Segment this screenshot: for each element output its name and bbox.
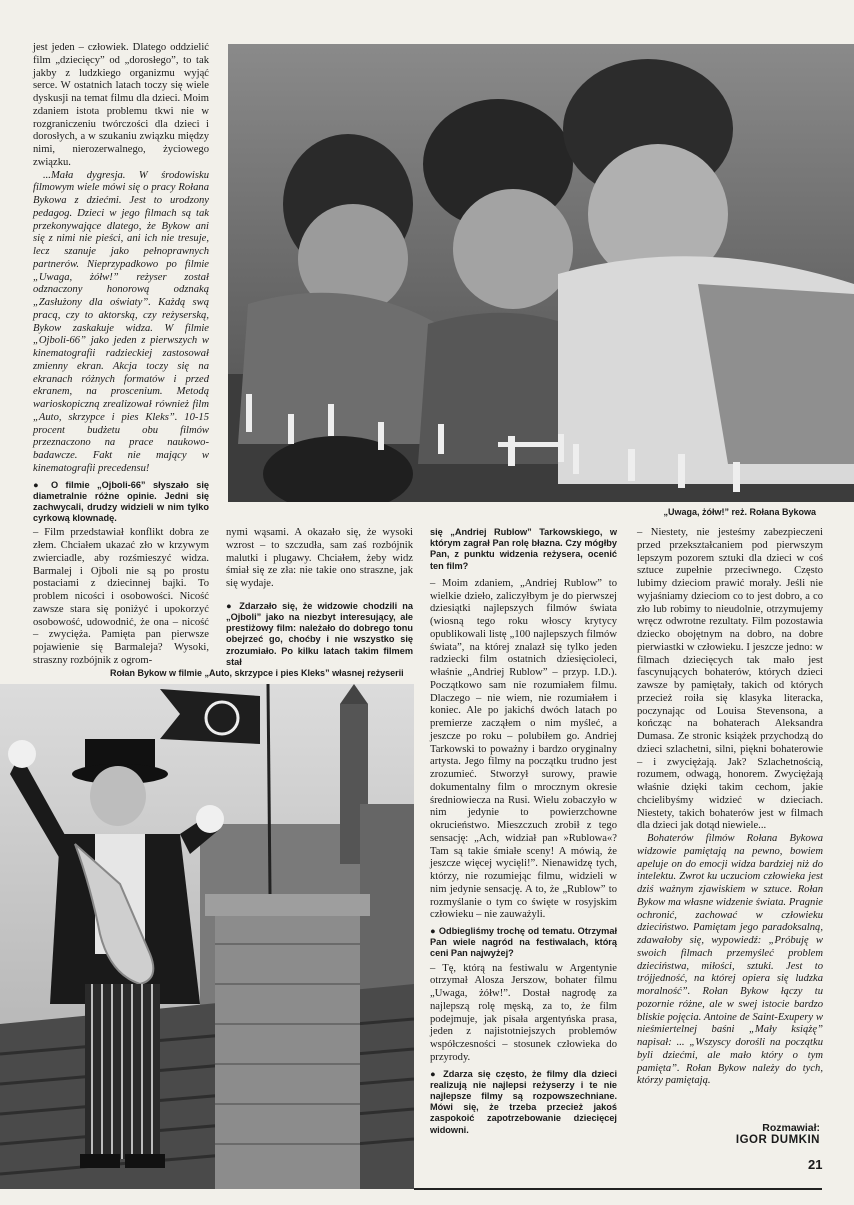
photo-bykow-rooftop-image: [0, 684, 414, 1189]
byline: [736, 1122, 820, 1146]
paragraph: – Moim zdaniem, „Andriej Rublow” to wielkie dzieło, zaliczyłbym je do pierwszej dziesiątki najlepszych filmów świata (wiosną tego roku włoscy krytycy opublikowali listę „100 najlepszych filmów świata”, na której znalazł się tylko jeden radziecki film ostatnich dziesięcioleci, właśnie „Andriej Rublow” – przyp. I.D.). Początkowo sam nie rozumiałem filmu. Dlaczego – nie wiem, nie rozumiałem i koniec. Ale po jakichś dwóch latach po premierze zacząłem o nim myśleć, a jeszcze po roku – polubiłem go. Andriej Tarkowski to poważny i bardzo oryginalny artysta. Jego filmy na początku trudno jest zrozumieć. Stworzył surowy, prawie dokumentalny film o mrocznym okresie średniowiecza na Rusi. Wielu zobaczyło w nim jedynie to powierzchowne okrucieństwo. Mieszczuch zrobił z tego sensację: „Ach, widział pan »Rublowa«? Tam są takie śmiałe sceny! A mówią, że jeszcze więcej wycięli!”. Nienawidzę tych, którzy, nie rozumiejąc filmu, widzieli w nim jedynie sensację. A to, że „Rublow” to rozmyślanie o tym co święte w rosyjskim człowieku – nie zauważyli.: [430, 577, 617, 921]
byline-author: IGOR DUMKIN: [735, 1134, 820, 1146]
paragraph: nymi wąsami. A okazało się, że wysoki wzrost – to szczudła, sam zaś rozbójnik malutki i plugawy. Chciałem, żeby widz śmiał się ze zła: nie takie ono straszne, jak się wydaje.: [226, 527, 413, 589]
interview-question: ● Odbiegliśmy trochę od tematu. Otrzymał Pan wiele nagród na festiwalach, którą ceni Pan najwyżej?: [430, 926, 617, 959]
photo-children-turtle: [228, 44, 854, 502]
photo-bykow-rooftop: [0, 684, 414, 1189]
interview-question: ● O filmie „Ojboli-66” słyszało się diametralnie różne opinie. Jedni się zachwycali, drudzy widzieli w nim tylko cyrkową klownadę.: [33, 479, 209, 524]
paragraph: – Film przedstawiał konflikt dobra ze złem. Chciałem ukazać zło w krzywym zwierciadle, aby rozśmieszyć widza. Barmalej i Ojboli nie są po prostu postaciami z dziecinnej bajki. To problem nicości i osobowości. Nicość zawsze stara się poniżyć i upokorzyć osobowość, udowodnić, że ona – nicość – zwycięża. Pamięta pan pierwsze pojawienie się Barmaleja? Wysoki, straszny rozbójnik z ogrom-: [33, 527, 209, 666]
article-column-4: [637, 527, 823, 1088]
paragraph-closing: Bohaterów filmów Rołana Bykowa widzowie pamiętają na pewno, bowiem apeluje on do emocji widza bardziej niż do intelektu. Zwrot ku uczuciom człowieka jest dziś ważnym zjawiskiem w sztuce. Rołan Bykow ma własne widzenie świata. Pragnie ochronić, zachować w człowieku dzieciństwo. Pamiętam jego paradoksalną, zdawałoby się, wypowiedź: „Próbuję w swoich filmach przemyśleć problem dzieciństwa, miłości, sztuki. Jest to trójjedność, na której opiera się ludzka moralność”. Rołan Bykow łączy tu pozornie różne, ale w swej istocie bardzo bliskie pojęcia. Antoine de Saint-Exupery w nieśmiertelnej baśni „Mały książę” napisał: ... „Wszyscy dorośli na początku byli dziećmi, ale mało który o tym pamięta”. Rołan Bykow należy do tych, którzy pamiętają.: [637, 833, 823, 1087]
article-column-1: [33, 42, 209, 668]
page-number: 21: [808, 1157, 823, 1172]
photo-children-turtle-image: [228, 44, 854, 502]
paragraph-digression: ...Mała dygresja. W środowisku filmowym wiele mówi się o pracy Rołana Bykowa z dziećmi. Jest to urodzony pedagog. Dzieci w jego filmach są tak przekonywające dlatego, że Bykow ani się z nimi nie pieści, ani ich nie tresuje, lecz szanuje jako pełnoprawnych partnerów. Nieprzypadkowo po filmie „Uwaga, żółw!” reżyser został odznaczony honorową odznaką „Zasłużony dla oświaty”. Każdą swą pracą, czy to aktorską, czy reżyserską, Bykow zaskakuje widza. W filmie „Ojboli-66” jako jeden z pierwszych w kinematografii radzieckiej zastosował zmienny ekran. Akcja toczy się na ekranach różnych formatów i przed ekranem, na proscenium. Metodą warioskopiczną zrealizował również film „Auto, skrzypce i pies Kleks”. 10-15 procent budżetu obu filmów przeznaczono na prace naukowo-badawcze. Fakt nie mający w kinematografii precedensu!: [33, 169, 209, 474]
interview-question: ● Zdarzało się, że widzowie chodzili na „Ojboli” jako na niezbyt interesujący, ale prestiżowy film: należało do dobrego tonu obejrzeć go, choćby i nie wszystko się zrozumiało. Po kilku latach takim filmem stał: [226, 600, 413, 667]
paragraph: – Tę, którą na festiwalu w Argentynie otrzymał Alosza Jerszow, bohater filmu „Uwaga, żółw!”. Dostał nagrodę za najlepszą rolę męską, za to, że film podejmuje, jak pisała argentyńska prasa, jeden z najistotniejszych problemów współczesności – stosunek człowieka do przyrody.: [430, 962, 617, 1063]
paragraph: – Niestety, nie jesteśmy zabezpieczeni przed przekształcaniem pod pierwszym lepszym pozorem sztuki dla dzieci w coś sztuce zupełnie przeciwnego. Często lubimy dzieciom prawić morały. Jeśli nie wyjaśniamy dzieciom co to jest dobro, a co zło lub robimy to nieudolnie, otrzymujemy wręcz odwrotne rezultaty. Film pozostawia dziecko obojętnym na dobro, na dobre pierwiastki w człowieku. I jeszcze jedno: w filmach dziecięcych tak mało jest fascynujących bohaterów, których dzieci zawsze by pamiętały, takich od których przecież roiła się klasyka literacka, poczynając od Louisa Stevensona, a kończąc na bohaterach Aleksandra Dumasa. Ze stronic książek przychodzą do dzieci szlachetni, silni, piękni bohaterowie – i zwyciężają. Jak? Szlachetnością, rozumem, odwagą, honorem. Zwyciężają właśnie dzięki takim cechom, jakie chcielibyśmy widzieć w dzieciach. Niestety, takich bohaterów jest w filmach dla dzieci jak dotąd niewiele...: [637, 527, 823, 832]
top-photo-caption: „Uwaga, żółw!” reż. Rołana Bykowa: [663, 507, 816, 517]
bottom-photo-caption: Rołan Bykow w filmie „Auto, skrzypce i pies Kleks” własnej reżyserii: [110, 668, 404, 678]
article-column-3: [430, 527, 617, 1139]
paragraph: jest jeden – człowiek. Dlatego oddzielić film „dziecięcy” od „dorosłego”, to tak jakby z ludzkiego organizmu wyjąć serce. W ostatnich latach toczy się wiele dyskusji na temat filmu dla dzieci. Moim zdaniem istota problemu tkwi nie w rozgraniczeniu twórczości dla dzieci i dorosłych, a w szukaniu związku między nimi, nierozerwalnego, życiowego związku.: [33, 42, 209, 168]
interview-question: ● Zdarza się często, że filmy dla dzieci realizują nie najlepsi reżyserzy i te nie najlepsze filmy są rozpowszechniane. Mówi się, że trzeba przecież jakoś zaspokoić zapotrzebowanie dziecięcej widowni.: [430, 1068, 617, 1135]
article-column-2: [226, 527, 413, 671]
interview-question: się „Andriej Rublow” Tarkowskiego, w którym zagrał Pan rolę błazna. Czy mógłby Pan, z punktu widzenia reżysera, ocenić ten film?: [430, 527, 617, 571]
byline-label: Rozmawiał:: [762, 1122, 820, 1134]
bottom-rule: [414, 1188, 822, 1190]
